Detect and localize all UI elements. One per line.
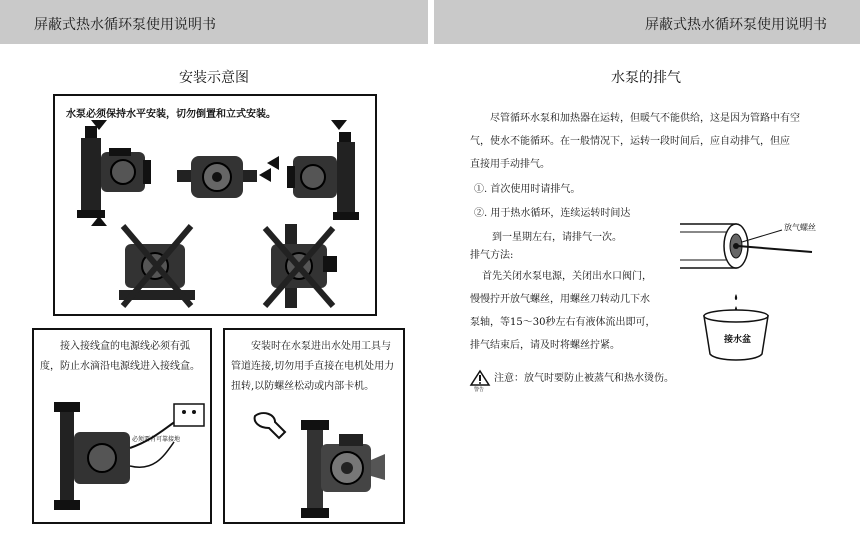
wiring-illustration — [44, 396, 214, 516]
install-orientation-box — [53, 94, 377, 316]
warning-label-small: 警告 — [474, 387, 485, 393]
bleed-item-2-line-1: ②. 用于热水循环，连续运转时间达 — [474, 208, 631, 219]
wiring-line-2: 度，防止水滴沿电源线进入接线盒。 — [40, 361, 200, 372]
method-line-3: 泵轴，等15～30秒左右有液体流出即可， — [470, 317, 656, 328]
left-header-title: 屏蔽式热水循环泵使用说明书 — [34, 17, 216, 33]
intro-line-1: 尽管循环水泵和加热器在运转，但暖气不能供给，这是因为管路中有空 — [490, 113, 800, 124]
pump-correct-vertical-pipe — [69, 126, 159, 226]
screwdriver-icon — [738, 246, 812, 252]
pump-wrong-vertical — [259, 224, 339, 308]
wrench-icon — [251, 410, 287, 440]
pump-correct-front-view — [177, 152, 257, 202]
wiring-box — [32, 328, 212, 524]
arrow-left-icon — [259, 168, 271, 182]
arrow-down-icon — [331, 120, 347, 132]
right-page-header — [434, 0, 860, 44]
page-gutter — [428, 0, 434, 546]
bleed-title: 水泵的排气 — [611, 70, 681, 86]
pump-correct-right — [287, 132, 367, 224]
pump-with-tools-illustration — [287, 420, 387, 520]
right-header-title: 屏蔽式热水循环泵使用说明书 — [645, 17, 827, 33]
method-line-4: 排气结束后，请及时将螺丝拧紧。 — [470, 340, 620, 351]
arrow-up-icon — [91, 216, 107, 228]
basin-label: 接水盆 — [724, 335, 752, 345]
method-label: 排气方法: — [470, 250, 514, 261]
pump-wrong-inverted — [119, 224, 195, 308]
clamp-line-2: 管道连接,切勿用手直接在电机处用力 — [231, 361, 395, 372]
arrow-left-icon — [267, 156, 279, 170]
install-diagram-title: 安装示意图 — [179, 70, 249, 86]
bleed-item-2-line-2: 到一星期左右，请排气一次。 — [492, 232, 622, 243]
intro-line-2: 气，使水不能循环。在一般情况下，运转一段时间后，应自动排气，但应 — [470, 136, 790, 147]
method-line-2: 慢慢拧开放气螺丝，用螺丝刀转动几下水 — [470, 294, 650, 305]
warning-text: 注意：放气时要防止被蒸气和热水烫伤。 — [494, 373, 674, 384]
warning-triangle-icon — [470, 370, 490, 386]
bleed-item-1: ①. 首次使用时请排气。 — [474, 184, 581, 195]
clamp-line-3: 扭转,以防螺丝松动或内部卡机。 — [231, 381, 375, 392]
arrow-down-icon — [91, 120, 107, 132]
method-line-1: 首先关闭水泵电源，关闭出水口阀门， — [482, 271, 652, 282]
install-note: 水泵必须保持水平安装，切勿倒置和立式安装。 — [66, 109, 276, 120]
clamp-line-1: 安装时在水泵进出水处用工具与 — [251, 341, 391, 352]
intro-line-3: 直接用手动排气。 — [470, 159, 550, 170]
pipe-connection-box — [223, 328, 405, 524]
wiring-line-1: 接入接线盒的电源线必须有弧 — [60, 341, 190, 352]
bleed-screw-label: 放气螺丝 — [784, 223, 816, 232]
left-page-header — [0, 0, 428, 44]
ground-label: 必须要有可靠接地 — [132, 436, 181, 443]
